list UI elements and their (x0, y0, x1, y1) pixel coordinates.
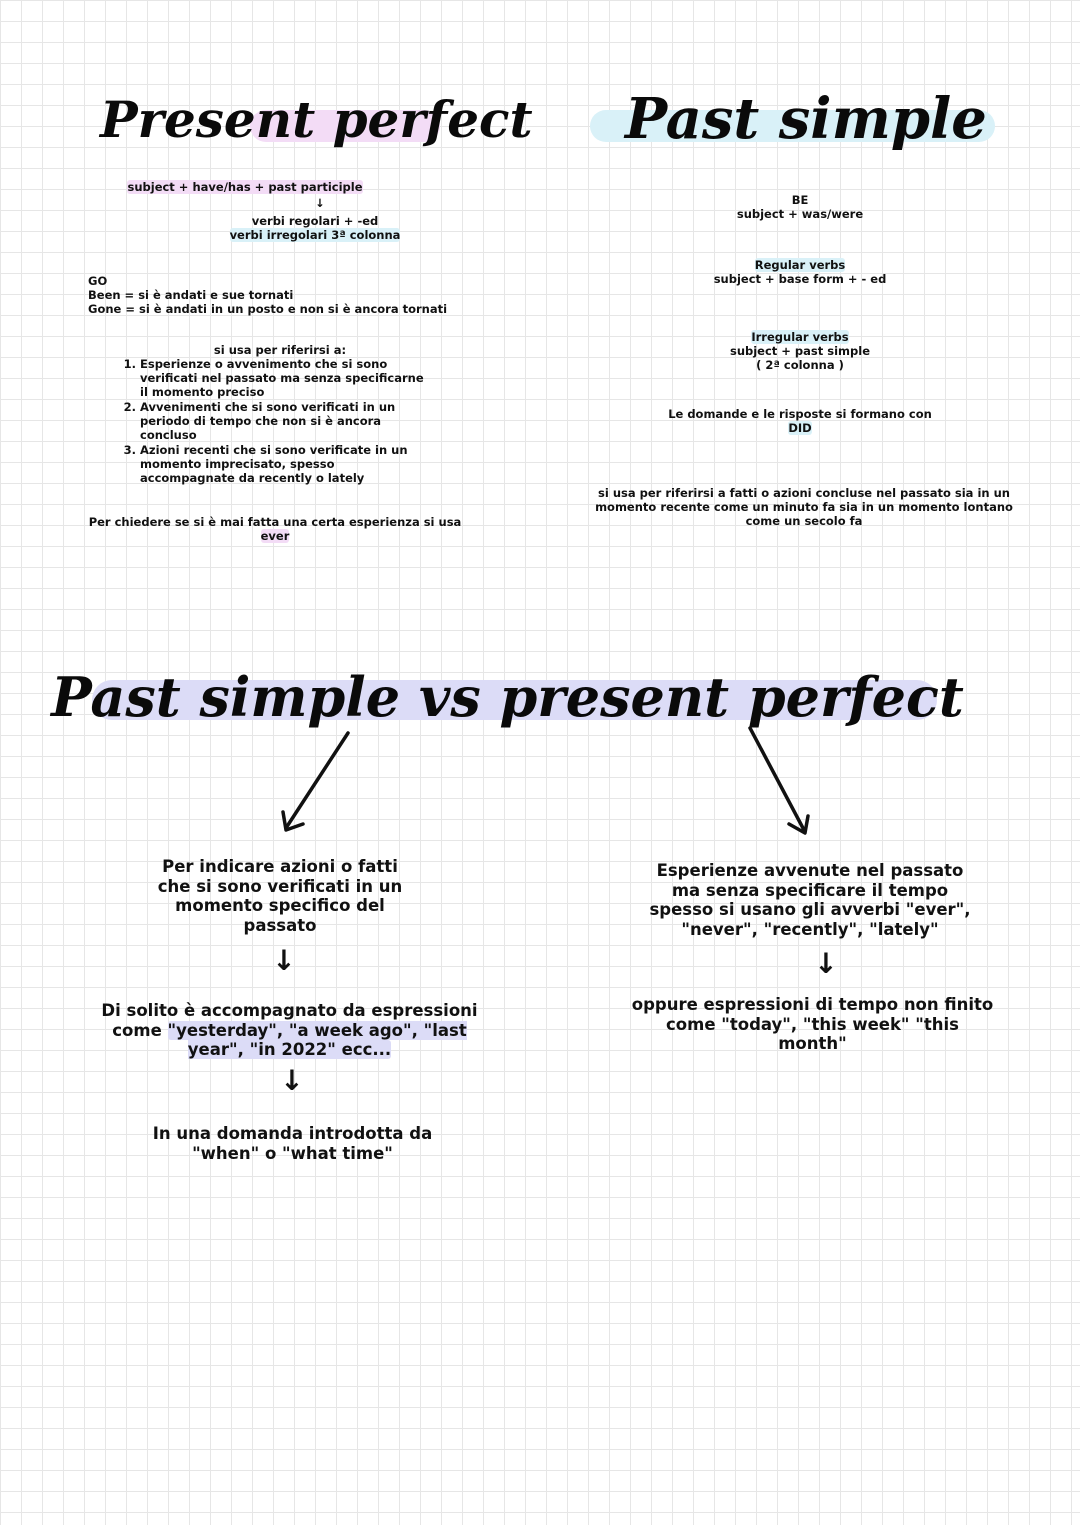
irregular-verbs-note: verbi irregolari 3ª colonna (229, 228, 401, 242)
left-text-1: Per indicare azioni o fatti che si sono verificati in un momento specifico del passato (157, 857, 403, 935)
uses-intro: si usa per riferirsi a: (213, 343, 347, 357)
past-simple-title: Past simple (625, 86, 987, 152)
questions-note: Le domande e le risposte si formano con DID (668, 407, 932, 435)
gone-definition: Gone = si è andati in un posto e non si è ancora tornati (88, 302, 448, 316)
use-item: 3. Azioni recenti che si sono verificate in un momento imprecisato, spesso accompagnate da recently o lately (140, 443, 430, 485)
go-label: GO (88, 274, 108, 288)
down-arrow-icon: ↓ (272, 944, 296, 977)
left-text-2: Di solito è accompagnato da espressioni come "yesterday", "a week ago", "last year", "in 2022" ecc... (101, 1001, 478, 1059)
comparison-title: Past simple vs present perfect (51, 665, 964, 729)
down-arrow-icon: ↓ (280, 1064, 304, 1097)
right-branch-arrow-icon (750, 728, 808, 833)
been-definition: Been = si è andati e sue tornati (88, 288, 294, 302)
left-text-3: In una domanda introdotta da "when" o "what time" (152, 1124, 433, 1163)
formula-arrow: ↓ (315, 196, 325, 210)
present-perfect-formula: subject + have/has + past participle (127, 180, 363, 194)
left-branch-arrow-icon (283, 733, 348, 830)
down-arrow-icon: ↓ (814, 947, 838, 980)
past-simple-usage: si usa per riferirsi a fatti o azioni concluse nel passato sia in un momento recente come un minuto fa sia in un momento lontano come un secolo fa (595, 486, 1013, 528)
regular-verbs-block: Regular verbs subject + base form + - ed (713, 258, 887, 286)
use-item: 2. Avvenimenti che si sono verificati in un periodo di tempo che non si è ancora concluso (140, 400, 430, 442)
ever-note: Per chiedere se si è mai fatta una certa esperienza si usa ever (88, 515, 462, 543)
ever-word: ever (260, 529, 290, 543)
right-text-2: oppure espressioni di tempo non finito come "today", "this week" "this month" (631, 995, 994, 1053)
present-perfect-title: Present perfect (100, 90, 533, 149)
use-item: 1. Esperienze o avvenimento che si sono verificati nel passato ma senza specificarne il momento preciso (140, 357, 430, 399)
did-word: DID (788, 421, 812, 435)
be-block: BE subject + was/were (736, 193, 864, 221)
regular-verbs-note: verbi regolari + -ed (251, 214, 379, 228)
right-text-1: Esperienze avvenute nel passato ma senza specificare il tempo spesso si usano gli avverbi "ever", "never", "recently", "lately" (649, 861, 971, 939)
irregular-verbs-block: Irregular verbs subject + past simple ( 2ª colonna ) (729, 330, 871, 372)
